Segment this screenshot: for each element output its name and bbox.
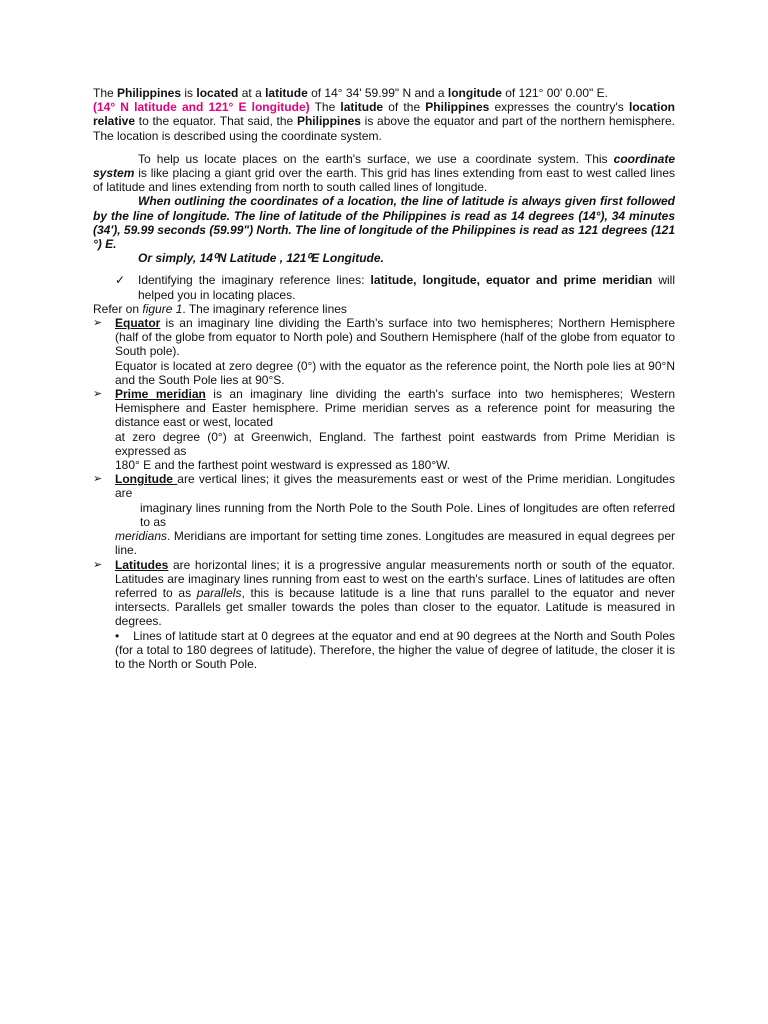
bold-longitude: longitude (447, 86, 502, 100)
text: is above the equator and part of the northern hemisphere. The location is described using the coordinate system. (93, 114, 675, 143)
term-latitudes: Latitudes (115, 557, 169, 572)
text: will helped you in locating places. (138, 273, 675, 302)
latitudes-item (93, 558, 675, 672)
prime-meridian-item (93, 387, 675, 472)
longitude-item (93, 472, 675, 557)
text: is (181, 86, 197, 100)
arrow-bullet-icon: ➢ (93, 473, 103, 486)
term-prime-meridian: Prime meridian (115, 387, 206, 402)
text: . Meridians are important for setting time zones. Longitudes are measured in equal degrees per line. (115, 529, 675, 558)
text: of the (383, 100, 426, 115)
highlighted-coordinates: (14° N latitude and 121° E longitude) (93, 100, 310, 115)
arrow-bullet-icon: ➢ (93, 388, 103, 401)
refer-line (93, 302, 675, 316)
equator-item (93, 316, 675, 387)
italic-parallels: parallels (196, 585, 242, 600)
bold-coordinate-system: coordinate system (93, 151, 675, 181)
text: Equator is located at zero degree (0°) with the equator as the reference point, the North pole lies at 90°N and the South Pole lies at 90°S. (115, 358, 675, 387)
text: at zero degree (0°) at Greenwich, England. The farthest point eastwards from Prime Meridian is expressed as (115, 429, 675, 458)
checklist-item (93, 273, 675, 301)
text: of 14° 34' 59.99" N and a (307, 86, 448, 100)
text: Lines of latitude start at 0 degrees at the equator and end at 90 degrees at the North and South Poles (for a total to 180 degrees of latitude). Therefore, the higher the value of degree of latitude, the closer it is to the North or South Pole. (115, 628, 675, 671)
text: are horizontal lines; it is a progressive angular measurements north or south of the equator. Latitudes are imaginary lines running from east to west on the earth's surface. Lines of latitudes are often referred to as (115, 557, 675, 600)
document-page (93, 86, 675, 671)
text: Refer on (93, 301, 143, 316)
text: The (93, 86, 118, 100)
bold-reference-lines: latitude, longitude, equator and prime meridian (370, 273, 653, 288)
figure-reference: figure 1 (142, 301, 183, 316)
text: expresses the country's (489, 100, 629, 115)
text: 180° E and the farthest point westward is expressed as 180°W. (115, 458, 451, 473)
text: at a (238, 86, 266, 100)
coordinate-system-paragraph (93, 152, 675, 195)
text: Identifying the imaginary reference lines: (138, 273, 371, 288)
text: to the equator. That said, the (135, 114, 297, 129)
bold-located: located (196, 86, 239, 100)
bold-philippines: Philippines (425, 100, 490, 115)
text: is like placing a giant grid over the earth. This grid has lines extending from east to west called lines of latitude and lines extending from north to south called lines of longitude. (93, 166, 675, 195)
outlining-paragraph: When outlining the coordinates of a location, the line of latitude is always given first followed by the line of longitude. The line of latitude of the Philippines is read as 14 degrees (14°), 34 minutes (34'), 59.99 seconds (59.99") North. The line of longitude of the Philippines is read as 121 degrees (121 °) E. (93, 194, 675, 252)
checkmark-icon: ✓ (115, 273, 126, 288)
text: To help us locate places on the earth's surface, we use a coordinate system. This (138, 151, 614, 166)
text: is an imaginary line dividing the Earth's surface into two hemispheres; Northern Hemisphere (half of the globe from equator to North pole) and Southern Hemisphere (half of the globe from equator to South pole). (115, 316, 675, 359)
text: of 121° 00' 0.00" E. (501, 86, 608, 100)
bold-philippines: Philippines (117, 86, 182, 100)
text: are vertical lines; it gives the measurements east or west of the Prime meridian. Longitudes are (115, 472, 675, 501)
term-equator: Equator (115, 316, 161, 331)
italic-meridians: meridians (115, 529, 168, 544)
bold-latitude: latitude (265, 86, 308, 100)
text: , this is because latitude is a line that runs parallel to the equator and never intersects. Parallels get smaller towards the poles than closer to the equator. Latitude is measured in degrees. (115, 585, 675, 629)
simply-line: Or simply, 14⁰N Latitude , 121⁰E Longitude. (138, 251, 384, 266)
intro-paragraph (93, 86, 675, 143)
text: imaginary lines running from the North Pole to the South Pole. Lines of longitudes are often referred to as (140, 500, 675, 529)
bold-philippines: Philippines (296, 114, 361, 129)
text: . The imaginary reference lines (182, 301, 347, 316)
text: is an imaginary line dividing the earth's surface into two hemispheres; Western Hemisphere and Easter hemisphere. Prime meridian serves as a reference point for measuring the distance east or west, located (115, 387, 676, 430)
arrow-bullet-icon: ➢ (93, 558, 103, 571)
dot-bullet-icon: • (115, 628, 120, 643)
term-longitude: Longitude (115, 472, 178, 487)
text: The (309, 100, 341, 115)
arrow-bullet-icon: ➢ (93, 317, 103, 330)
bold-location-relative: location relative (93, 100, 675, 129)
bold-latitude: latitude (340, 100, 384, 115)
